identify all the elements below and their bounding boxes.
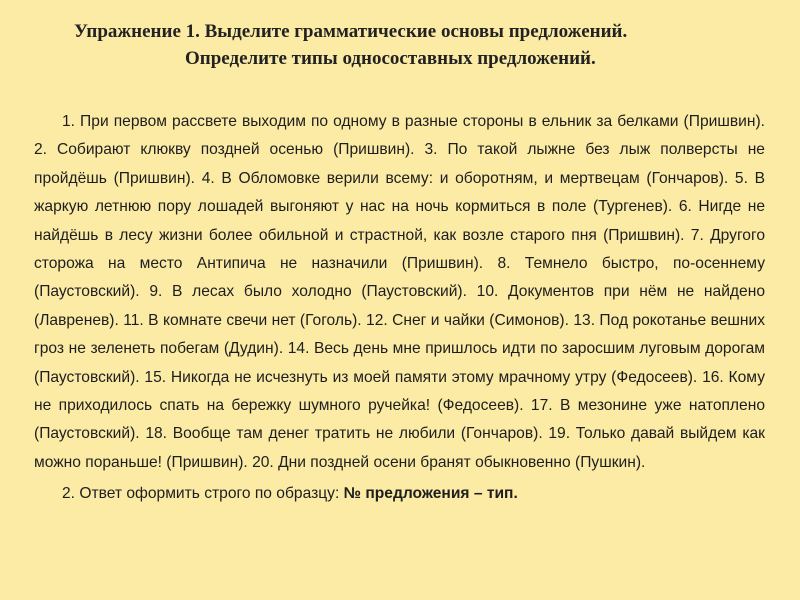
title-line-1: Упражнение 1. Выделите грамматические основы предложений.: [74, 21, 628, 42]
task-2-answer-format: № предложения – тип.: [343, 485, 518, 503]
task-2-prefix: 2. Ответ оформить строго по образцу:: [62, 485, 344, 503]
exercise-title: [60, 18, 760, 72]
task-1-sentences: 1. При первом рассвете выходим по одному в разные стороны в ельник за белками (Пришвин). 2. Собирают клюкву поздней осенью (Пришвин). 3. По такой лыжне без лыж полверсты не пройдёшь (Пришвин). 4. В Обломовке верили всему: и оборотням, и мертвецам (Гончаров). 5. В жаркую летнюю пору лошадей выгоняют у нас на ночь кормиться в поле (Тургенев). 6. Нигде не найдёшь в лесу жизни более обильной и страстной, как возле старого пня (Пришвин). 7. Другого сторожа на место Антипича не назначили (Пришвин). 8. Темнело быстро, по-осеннему (Паустовский). 9. В лесах было холодно (Паустовский). 10. Документов при нём не найдено (Лавренев). 11. В комнате свечи нет (Гоголь). 12. Снег и чайки (Симонов). 13. Под рокотанье вешних гроз не зеленеть побегам (Дудин). 14. Весь день мне пришлось идти по заросшим луговым дорогам (Паустовский). 15. Никогда не исчезнуть из моей памяти этому мрачному утру (Федосеев). 16. Кому не приходилось спать на бережку шумного ручейка! (Федосеев). 17. В мезонине уже натоплено (Паустовский). 18. Вообще там денег тратить не любили (Гончаров). 19. Только давай выйдем как можно пораньше! (Пришвин). 20. Дни поздней осени бранят обыкновенно (Пушкин).: [34, 113, 765, 471]
exercise-body: [34, 108, 765, 509]
task-2-instruction: [34, 480, 765, 508]
title-line-2: Определите типы односоставных предложений.: [185, 48, 596, 69]
